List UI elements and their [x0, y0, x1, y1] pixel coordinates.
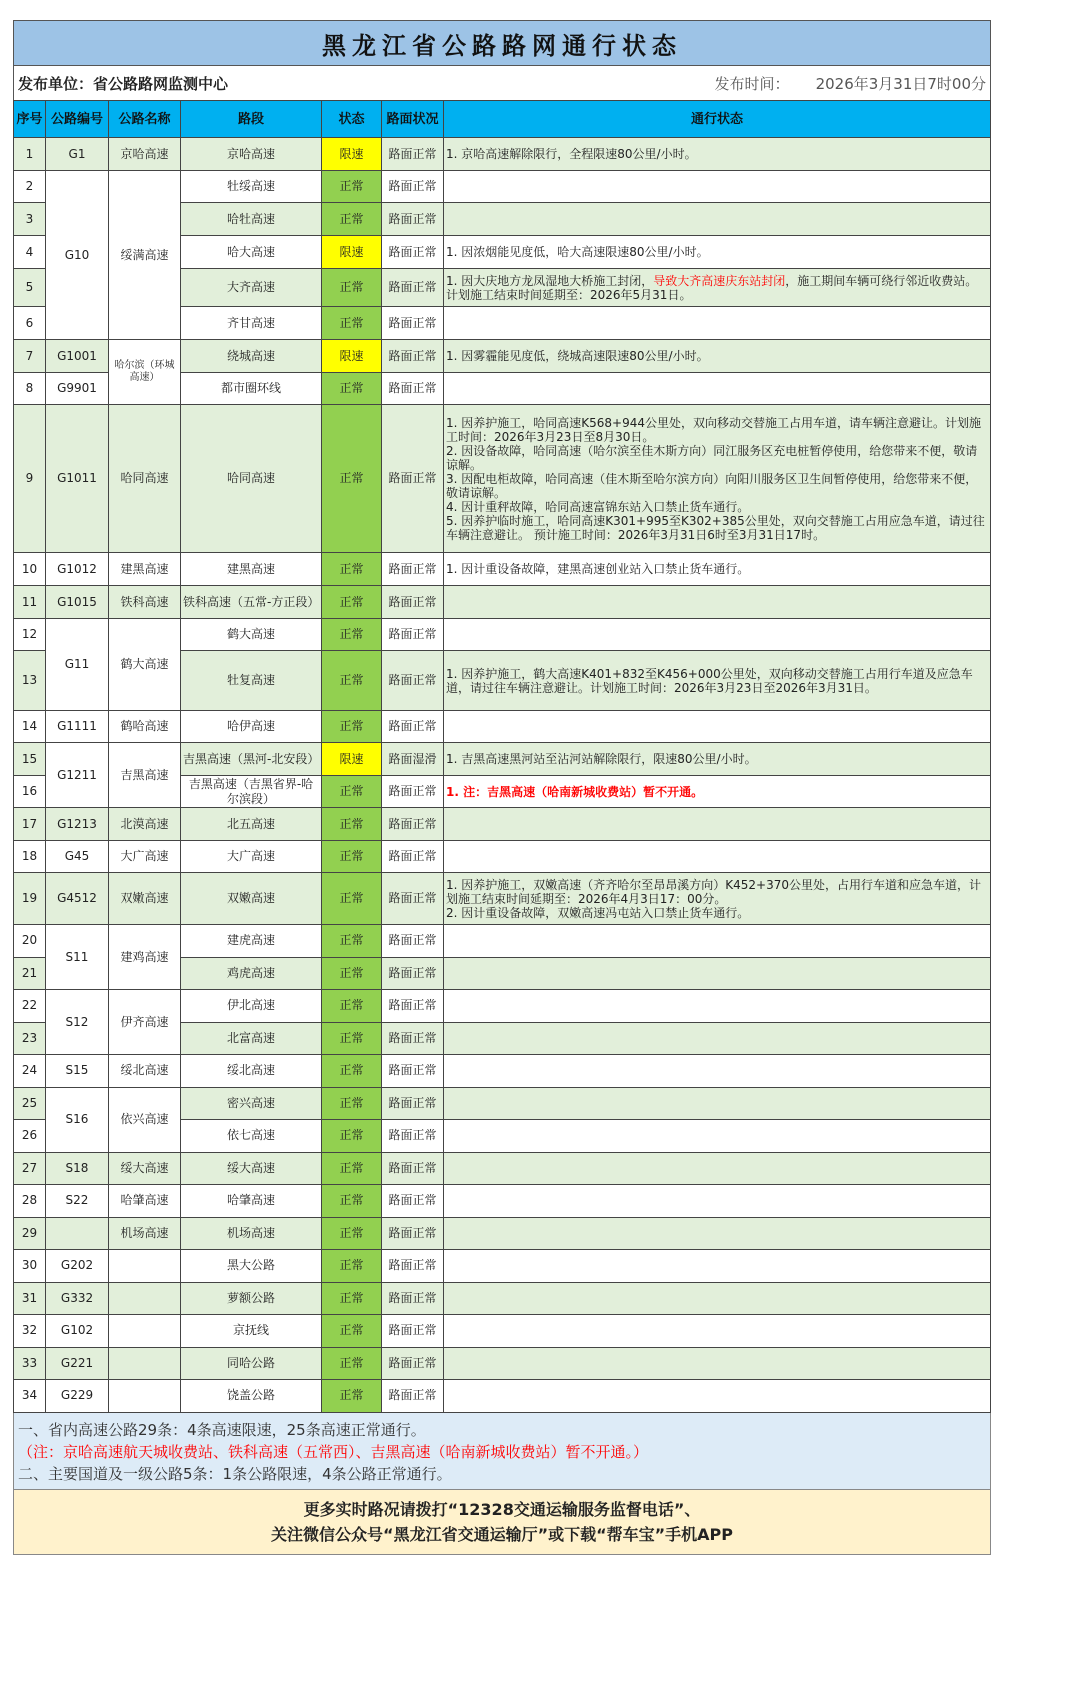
row-number: 14: [14, 711, 46, 743]
row-number: 1: [14, 138, 46, 171]
road-section: 绥北高速: [181, 1055, 322, 1088]
status-badge: 正常: [322, 1250, 382, 1283]
surface-condition: 路面正常: [382, 373, 444, 405]
status-badge: 正常: [322, 873, 382, 925]
surface-condition: 路面正常: [382, 171, 444, 203]
row-number: 5: [14, 269, 46, 307]
traffic-note-text: 1. 因养护施工，哈同高速K568+944公里处，双向移动交替施工占用车道，请车辆注意避让。计划施工时间：2026年3月23日至8月30日。 2. 因设备故障，哈同高速（哈尔滨至佳木斯方向）同江服务区充电桩暂停使用，给您带来不便，敬请谅解。 3. 因配电柜故障，哈同高速（佳木斯至哈尔滨方向）向阳川服务区卫生间暂停使用，给您带来不便，敬请谅解。 4. 因计重秤故障，哈同高速富锦东站入口禁止货车通行。 5. 因养护临时施工，哈同高速K301+995至K302+385公里处，双向交替施工占用应急车道，请过往车辆注意避让。 预计施工时间：2026年3月31日6时至3月31日17时。: [446, 415, 985, 542]
road-name: 绥满高速: [109, 171, 181, 340]
road-name: [109, 1347, 181, 1380]
traffic-notes: [444, 171, 991, 203]
status-badge: 正常: [322, 990, 382, 1023]
row-number: 18: [14, 841, 46, 873]
traffic-notes: [444, 1185, 991, 1218]
traffic-notes: [444, 307, 991, 340]
road-section: 大齐高速: [181, 269, 322, 307]
row-number: 24: [14, 1055, 46, 1088]
road-code: G1011: [46, 405, 109, 553]
row-number: 30: [14, 1250, 46, 1283]
table-row: [14, 990, 991, 1023]
road-name: 哈肇高速: [109, 1185, 181, 1218]
page-title: 黑龙江省公路路网通行状态: [13, 20, 991, 66]
header-col-no: 序号: [14, 101, 46, 138]
status-badge: 正常: [322, 808, 382, 841]
road-name: 机场高速: [109, 1217, 181, 1250]
row-number: 20: [14, 925, 46, 958]
surface-condition: 路面正常: [382, 957, 444, 990]
table-header: [14, 101, 991, 138]
row-number: 22: [14, 990, 46, 1023]
traffic-notes: [444, 236, 991, 269]
status-badge: 正常: [322, 1185, 382, 1218]
surface-condition: 路面正常: [382, 776, 444, 808]
road-code: G102: [46, 1315, 109, 1348]
footer-line-1: 更多实时路况请拨打“12328交通运输服务监督电话”、: [303, 1499, 701, 1519]
row-number: 13: [14, 651, 46, 711]
road-name: [109, 1282, 181, 1315]
surface-condition: 路面正常: [382, 1087, 444, 1120]
table-row: [14, 873, 991, 925]
traffic-notes: [444, 1347, 991, 1380]
road-section: 饶盖公路: [181, 1380, 322, 1413]
row-number: 11: [14, 586, 46, 619]
surface-condition: 路面正常: [382, 236, 444, 269]
traffic-notes: [444, 873, 991, 925]
table-row: [14, 619, 991, 651]
road-code: S15: [46, 1055, 109, 1088]
surface-condition: 路面正常: [382, 1347, 444, 1380]
row-number: 12: [14, 619, 46, 651]
road-section: 大广高速: [181, 841, 322, 873]
surface-condition: 路面正常: [382, 651, 444, 711]
status-badge: 限速: [322, 743, 382, 776]
surface-condition: 路面正常: [382, 1152, 444, 1185]
road-code: G1: [46, 138, 109, 171]
status-badge: 正常: [322, 307, 382, 340]
road-code: S22: [46, 1185, 109, 1218]
surface-condition: 路面正常: [382, 1250, 444, 1283]
road-code: G1211: [46, 743, 109, 808]
table-row: [14, 340, 991, 373]
row-number: 19: [14, 873, 46, 925]
road-code: G1213: [46, 808, 109, 841]
surface-condition: 路面正常: [382, 1282, 444, 1315]
surface-condition: 路面正常: [382, 269, 444, 307]
road-section: 牡复高速: [181, 651, 322, 711]
road-section: 萝额公路: [181, 1282, 322, 1315]
status-badge: 正常: [322, 711, 382, 743]
publisher: 发布单位：省公路路网监测中心: [18, 74, 229, 93]
traffic-notes: [444, 1282, 991, 1315]
surface-condition: 路面正常: [382, 553, 444, 586]
road-section: 绕城高速: [181, 340, 322, 373]
table-row: [14, 1380, 991, 1413]
road-name: 哈同高速: [109, 405, 181, 553]
traffic-notes: [444, 1250, 991, 1283]
traffic-notes: [444, 373, 991, 405]
status-badge: 正常: [322, 1152, 382, 1185]
road-section: 鸡虎高速: [181, 957, 322, 990]
road-code: G1001: [46, 340, 109, 373]
status-badge: 限速: [322, 236, 382, 269]
road-code: S18: [46, 1152, 109, 1185]
traffic-notes: [444, 340, 991, 373]
road-section: 哈牡高速: [181, 203, 322, 236]
row-number: 27: [14, 1152, 46, 1185]
traffic-note-text: 1. 因大庆地方龙凤湿地大桥施工封闭，: [446, 273, 654, 288]
traffic-notes: [444, 553, 991, 586]
surface-condition: 路面正常: [382, 1185, 444, 1218]
table-row: [14, 711, 991, 743]
traffic-notes: [444, 711, 991, 743]
traffic-notes: [444, 203, 991, 236]
status-badge: 正常: [322, 1347, 382, 1380]
footer-line-2: 关注微信公众号“黑龙江省交通运输厅”或下载“帮车宝”手机APP: [271, 1524, 733, 1544]
surface-condition: 路面正常: [382, 711, 444, 743]
surface-condition: 路面正常: [382, 1022, 444, 1055]
summary-note: （注：京哈高速航天城收费站、铁科高速（五常西）、吉黑高速（哈南新城收费站）暂不开通。）: [18, 1442, 649, 1461]
road-section: 京抚线: [181, 1315, 322, 1348]
road-section: 京哈高速: [181, 138, 322, 171]
header-col-traffic: 通行状态: [444, 101, 991, 138]
table-row: [14, 925, 991, 958]
surface-condition: 路面正常: [382, 808, 444, 841]
surface-condition: 路面正常: [382, 1120, 444, 1153]
row-number: 9: [14, 405, 46, 553]
road-name: 绥北高速: [109, 1055, 181, 1088]
status-badge: 限速: [322, 138, 382, 171]
traffic-notes: [444, 138, 991, 171]
row-number: 25: [14, 1087, 46, 1120]
row-number: 29: [14, 1217, 46, 1250]
traffic-note-text: 1. 因雾霾能见度低，绕城高速限速80公里/小时。: [446, 349, 709, 363]
traffic-notes: [444, 776, 991, 808]
status-badge: 正常: [322, 925, 382, 958]
header-col-surface: 路面状况: [382, 101, 444, 138]
road-section: 齐甘高速: [181, 307, 322, 340]
road-section: 鹤大高速: [181, 619, 322, 651]
road-section: 哈同高速: [181, 405, 322, 553]
row-number: 26: [14, 1120, 46, 1153]
traffic-note-text: 1. 因养护施工，双嫩高速（齐齐哈尔至昂昂溪方向）K452+370公里处，占用行车道和应急车道，计划施工结束时间延期至：2026年4月3日17：00分。 2. 因计重设备故障，双嫩高速冯屯站入口禁止货车通行。: [446, 877, 981, 920]
road-section: 都市圈环线: [181, 373, 322, 405]
road-name: [109, 1250, 181, 1283]
summary: [13, 1413, 991, 1490]
row-number: 21: [14, 957, 46, 990]
road-section: 哈伊高速: [181, 711, 322, 743]
table-row: [14, 1185, 991, 1218]
traffic-note-text: 1. 注：吉黑高速（哈南新城收费站）暂不开通。: [446, 784, 704, 799]
status-badge: 正常: [322, 776, 382, 808]
status-badge: 限速: [322, 340, 382, 373]
table-row: [14, 1217, 991, 1250]
road-section: 建虎高速: [181, 925, 322, 958]
road-name: [109, 1380, 181, 1413]
road-name: 鹤哈高速: [109, 711, 181, 743]
traffic-notes: [444, 841, 991, 873]
traffic-notes: [444, 619, 991, 651]
road-code: G11: [46, 619, 109, 711]
traffic-note-text: 1. 因计重设备故障，建黑高速创业站入口禁止货车通行。: [446, 562, 750, 576]
traffic-note-text: 1. 吉黑高速黑河站至沾河站解除限行，限速80公里/小时。: [446, 752, 757, 766]
traffic-notes: [444, 1087, 991, 1120]
table-row: [14, 171, 991, 203]
header-col-section: 路段: [181, 101, 322, 138]
traffic-notes: [444, 808, 991, 841]
publish-time-label: 发布时间：: [714, 74, 790, 93]
traffic-notes: [444, 651, 991, 711]
traffic-notes: [444, 743, 991, 776]
table-row: [14, 1055, 991, 1088]
surface-condition: 路面正常: [382, 873, 444, 925]
status-badge: 正常: [322, 1315, 382, 1348]
surface-condition: 路面正常: [382, 990, 444, 1023]
surface-condition: 路面正常: [382, 925, 444, 958]
road-name: 伊齐高速: [109, 990, 181, 1055]
status-badge: 正常: [322, 586, 382, 619]
surface-condition: 路面正常: [382, 138, 444, 171]
road-section: 伊北高速: [181, 990, 322, 1023]
row-number: 34: [14, 1380, 46, 1413]
row-number: 8: [14, 373, 46, 405]
status-badge: 正常: [322, 171, 382, 203]
road-code: G221: [46, 1347, 109, 1380]
table-row: [14, 138, 991, 171]
row-number: 2: [14, 171, 46, 203]
row-number: 10: [14, 553, 46, 586]
surface-condition: 路面正常: [382, 1380, 444, 1413]
status-badge: 正常: [322, 1055, 382, 1088]
road-section: 同哈公路: [181, 1347, 322, 1380]
traffic-notes: [444, 1217, 991, 1250]
road-name: 建鸡高速: [109, 925, 181, 990]
road-name: 建黑高速: [109, 553, 181, 586]
road-section: 哈大高速: [181, 236, 322, 269]
road-section: 牡绥高速: [181, 171, 322, 203]
traffic-note-text: 1. 因养护施工，鹤大高速K401+832至K456+000公里处，双向移动交替施工占用行车道及应急车道，请过往车辆注意避让。计划施工时间：2026年3月23日至2026年3月31日。: [446, 666, 973, 695]
surface-condition: 路面正常: [382, 1315, 444, 1348]
status-badge: 正常: [322, 405, 382, 553]
road-section: 依七高速: [181, 1120, 322, 1153]
road-name: 鹤大高速: [109, 619, 181, 711]
traffic-notes: [444, 1120, 991, 1153]
row-number: 23: [14, 1022, 46, 1055]
road-name: 北漠高速: [109, 808, 181, 841]
row-number: 32: [14, 1315, 46, 1348]
table-row: [14, 586, 991, 619]
road-section: 吉黑高速（吉黑省界-哈尔滨段）: [181, 776, 322, 808]
row-number: 3: [14, 203, 46, 236]
summary-line-2: 二、主要国道及一级公路5条：1条公路限速，4条公路正常通行。: [18, 1464, 452, 1483]
road-section: 铁科高速（五常-方正段）: [181, 586, 322, 619]
road-section: 双嫩高速: [181, 873, 322, 925]
surface-condition: 路面正常: [382, 619, 444, 651]
table-row: [14, 1282, 991, 1315]
traffic-note-text: 1. 京哈高速解除限行，全程限速80公里/小时。: [446, 147, 697, 161]
traffic-note-text: 1. 因浓烟能见度低，哈大高速限速80公里/小时。: [446, 245, 709, 259]
road-status-sheet: [13, 20, 991, 1555]
table-row: [14, 1315, 991, 1348]
status-badge: 正常: [322, 553, 382, 586]
status-badge: 正常: [322, 619, 382, 651]
status-badge: 正常: [322, 1282, 382, 1315]
status-badge: 正常: [322, 957, 382, 990]
surface-condition: 路面正常: [382, 307, 444, 340]
row-number: 16: [14, 776, 46, 808]
road-code: G1111: [46, 711, 109, 743]
road-section: 机场高速: [181, 1217, 322, 1250]
traffic-note-text: 导致大齐高速庆东站封闭: [653, 273, 786, 288]
row-number: 28: [14, 1185, 46, 1218]
traffic-notes: [444, 1055, 991, 1088]
traffic-notes: [444, 269, 991, 307]
traffic-notes: [444, 990, 991, 1023]
road-name: 京哈高速: [109, 138, 181, 171]
status-badge: 正常: [322, 1380, 382, 1413]
header-col-name: 公路名称: [109, 101, 181, 138]
surface-condition: 路面正常: [382, 203, 444, 236]
road-section: 建黑高速: [181, 553, 322, 586]
status-badge: 正常: [322, 373, 382, 405]
row-number: 6: [14, 307, 46, 340]
row-number: 17: [14, 808, 46, 841]
table-row: [14, 743, 991, 776]
road-section: 绥大高速: [181, 1152, 322, 1185]
status-badge: 正常: [322, 1087, 382, 1120]
traffic-notes: [444, 1152, 991, 1185]
road-section: 吉黑高速（黑河-北安段）: [181, 743, 322, 776]
road-section: 北富高速: [181, 1022, 322, 1055]
road-code: G202: [46, 1250, 109, 1283]
road-name: 依兴高速: [109, 1087, 181, 1152]
row-number: 4: [14, 236, 46, 269]
road-code: G45: [46, 841, 109, 873]
header-col-status: 状态: [322, 101, 382, 138]
traffic-notes: [444, 1022, 991, 1055]
status-badge: 正常: [322, 651, 382, 711]
publish-info-row: [13, 66, 991, 100]
surface-condition: 路面正常: [382, 1055, 444, 1088]
traffic-notes: [444, 405, 991, 553]
road-code: S16: [46, 1087, 109, 1152]
footer-contact: [13, 1490, 991, 1555]
road-code: G332: [46, 1282, 109, 1315]
traffic-note-text: ，施工期间车辆可绕行邻近收费站。计划施工结束时间延期至：2026年5月31日。: [446, 273, 978, 302]
table-row: [14, 841, 991, 873]
row-number: 31: [14, 1282, 46, 1315]
row-number: 7: [14, 340, 46, 373]
road-code: G1012: [46, 553, 109, 586]
status-table: [13, 100, 991, 1413]
status-badge: 正常: [322, 1022, 382, 1055]
table-row: [14, 808, 991, 841]
publish-time: 2026年3月31日7时00分: [815, 74, 986, 93]
table-row: [14, 553, 991, 586]
row-number: 33: [14, 1347, 46, 1380]
surface-condition: 路面湿滑: [382, 743, 444, 776]
traffic-notes: [444, 957, 991, 990]
road-section: 哈肇高速: [181, 1185, 322, 1218]
road-code: S11: [46, 925, 109, 990]
road-name: 双嫩高速: [109, 873, 181, 925]
header-col-code: 公路编号: [46, 101, 109, 138]
road-code: G10: [46, 171, 109, 340]
status-badge: 正常: [322, 1120, 382, 1153]
road-code: S12: [46, 990, 109, 1055]
road-name: 绥大高速: [109, 1152, 181, 1185]
surface-condition: 路面正常: [382, 841, 444, 873]
road-code: G4512: [46, 873, 109, 925]
road-code: G229: [46, 1380, 109, 1413]
road-section: 北五高速: [181, 808, 322, 841]
traffic-notes: [444, 1380, 991, 1413]
table-row: [14, 1250, 991, 1283]
publish-time-block: [689, 73, 986, 94]
row-number: 15: [14, 743, 46, 776]
summary-line-1: 一、省内高速公路29条：4条高速限速，25条高速正常通行。: [18, 1420, 426, 1439]
road-code: G1015: [46, 586, 109, 619]
status-badge: 正常: [322, 841, 382, 873]
table-row: [14, 1152, 991, 1185]
road-code: [46, 1217, 109, 1250]
road-name: 哈尔滨（环城高速）: [109, 340, 181, 405]
road-name: 吉黑高速: [109, 743, 181, 808]
status-badge: 正常: [322, 269, 382, 307]
status-badge: 正常: [322, 203, 382, 236]
table-row: [14, 405, 991, 553]
road-name: 大广高速: [109, 841, 181, 873]
road-section: 密兴高速: [181, 1087, 322, 1120]
table-row: [14, 1087, 991, 1120]
road-name: 铁科高速: [109, 586, 181, 619]
traffic-notes: [444, 925, 991, 958]
road-code: G9901: [46, 373, 109, 405]
road-section: 黑大公路: [181, 1250, 322, 1283]
status-badge: 正常: [322, 1217, 382, 1250]
surface-condition: 路面正常: [382, 340, 444, 373]
surface-condition: 路面正常: [382, 405, 444, 553]
traffic-notes: [444, 1315, 991, 1348]
surface-condition: 路面正常: [382, 586, 444, 619]
traffic-notes: [444, 586, 991, 619]
table-row: [14, 1347, 991, 1380]
road-name: [109, 1315, 181, 1348]
surface-condition: 路面正常: [382, 1217, 444, 1250]
